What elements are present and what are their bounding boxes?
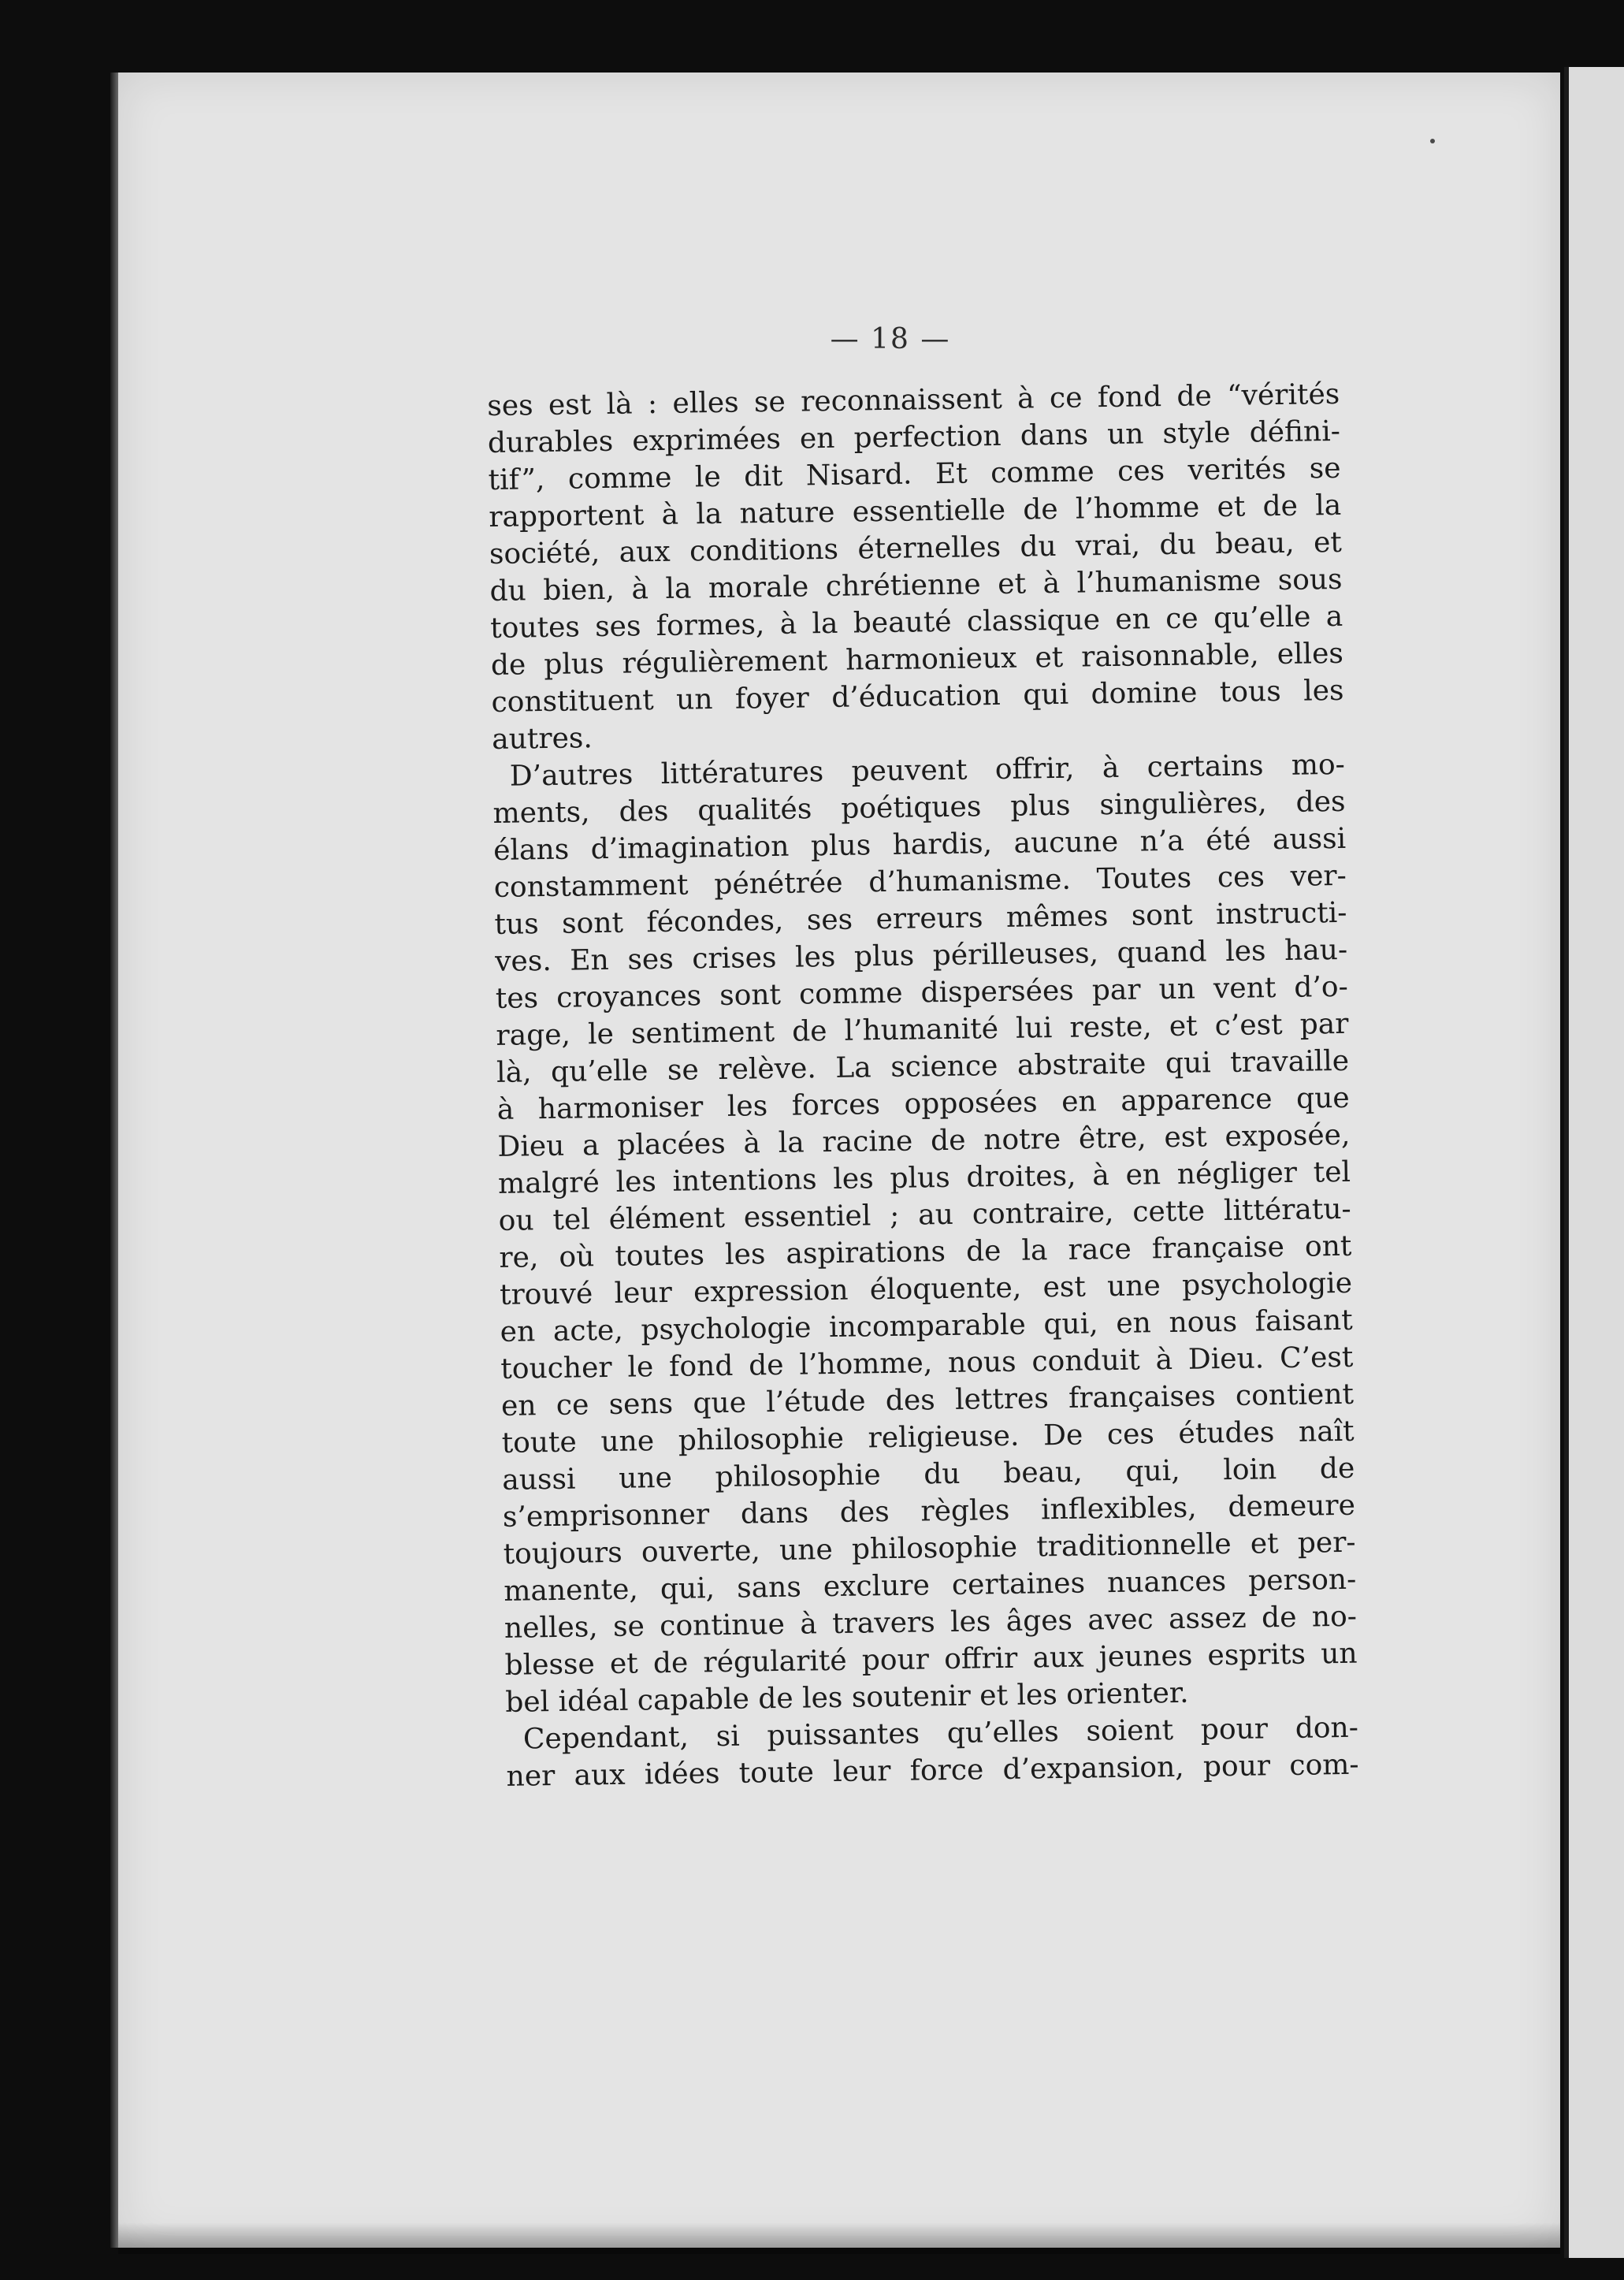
text-line: ou tel élément essentiel ; au contraire, cette littératu- [498, 1192, 1351, 1237]
text-line: en ce sens que l’étude des lettres françaises contient [500, 1378, 1355, 1423]
text-line: du bien, à la morale chrétienne et à l’humanisme sous [489, 563, 1343, 608]
text-line: toutes ses formes, à la beauté classique en ce qu’elle a [489, 600, 1343, 645]
text-line: D’autres littératures peuvent offrir, à certains mo- [509, 748, 1346, 793]
text-line: là, qu’elle se relève. La science abstraite qui travaille [496, 1044, 1350, 1089]
text-line: à harmoniser les forces opposées en apparence que [496, 1081, 1350, 1126]
text-line: ments, des qualités poétiques plus singulières, des [492, 785, 1346, 830]
text-line: tus sont fécondes, ses erreurs mêmes sont instructi- [494, 896, 1347, 941]
text-line: durables exprimées en perfection dans un style défini- [487, 415, 1341, 459]
text-line: rapportent à la nature essentielle de l’homme et de la [489, 489, 1342, 534]
text-line: blesse et de régularité pour offrir aux jeunes esprits un [504, 1637, 1358, 1682]
text-line: tif”, comme le dit Nisard. Et comme ces verités se [488, 452, 1341, 497]
text-line: manente, qui, sans exclure certaines nuances person- [504, 1563, 1357, 1608]
speck-mark [1430, 139, 1435, 143]
text-line: trouvé leur expression éloquente, est une psychologie [499, 1266, 1353, 1311]
text-line: toucher le fond de l’homme, nous conduit à Dieu. C’est [500, 1341, 1354, 1385]
text-line: tes croyances sont comme dispersées par un vent d’o- [495, 970, 1349, 1015]
text-line: en acte, psychologie incomparable qui, en nous faisant [500, 1304, 1353, 1348]
text-line: s’emprisonner dans des règles inflexibles, demeure [502, 1489, 1356, 1534]
text-line: rage, le sentiment de l’humanité lui reste, et c’est par [496, 1007, 1349, 1052]
text-line: bel idéal capable de les soutenir et les orienter. [505, 1676, 1189, 1719]
text-line: société, aux conditions éternelles du vrai, du beau, et [489, 526, 1343, 571]
text-line: toute une philosophie religieuse. De ces études naît [501, 1415, 1355, 1460]
page-number: — 18 — [830, 323, 951, 355]
text-line: re, où toutes les aspirations de la race française ont [499, 1229, 1352, 1274]
text-line: nelles, se continue à travers les âges avec assez de no- [504, 1600, 1358, 1645]
text-line: toujours ouverte, une philosophie traditionnelle et per- [503, 1526, 1356, 1571]
text-line: ner aux idées toute leur force d’expansion, pour com- [506, 1748, 1359, 1793]
text-line: constamment pénétrée d’humanisme. Toutes ces ver- [493, 859, 1347, 904]
text-line: aussi une philosophie du beau, qui, loin de [502, 1452, 1355, 1497]
page-bottom-shadow [118, 2222, 1560, 2254]
body-text [487, 376, 1359, 1795]
text-line: ves. En ses crises les plus périlleuses, quand les hau- [494, 933, 1348, 978]
text-line: constituent un foyer d’éducation qui domine tous les [491, 674, 1344, 719]
text-line: ses est là : elles se reconnaissent à ce fond de “vérités [487, 378, 1340, 422]
text-line: autres. [491, 722, 593, 756]
text-line: Cependant, si puissantes qu’elles soient pour don- [522, 1711, 1359, 1756]
text-line: de plus régulièrement harmonieux et raisonnable, elles [490, 637, 1344, 682]
adjacent-page-edge [1564, 67, 1624, 2258]
text-line: malgré les intentions les plus droites, à en négliger tel [497, 1155, 1351, 1200]
text-line: Dieu a placées à la racine de notre être, est exposée, [497, 1118, 1351, 1163]
text-line: élans d’imagination plus hardis, aucune n’a été aussi [492, 822, 1347, 867]
